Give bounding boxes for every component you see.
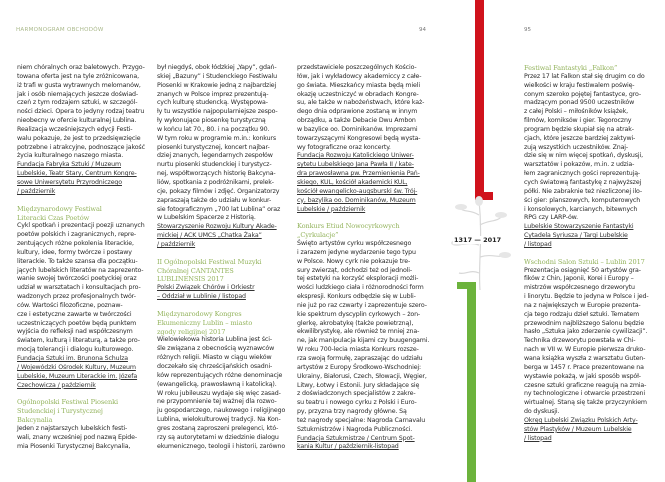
text-line: w Lubelskim Spacerze z Historią. [157, 214, 256, 222]
text-line: rzy są autorytetami w dziedzinie dialogu [157, 433, 279, 441]
text-line: nej, współtworzących historię Bakcyna- [157, 170, 276, 178]
text-line: Bakcynalia [17, 416, 53, 425]
text-line[interactable]: kania Kultur / październik-listopad [297, 443, 399, 451]
text-line: i linorytu. Będzie to jedyna w Polsce i jed- [524, 293, 649, 301]
text-line[interactable]: stów Plastyków / Muzeum Lubelskie [524, 425, 632, 433]
text-line: Lublina, wielokulturowej tradycji. Na Kon- [157, 416, 281, 424]
text-line: ności dzieci. Opera to jedyny rodzaj teatru [17, 108, 145, 116]
text-line: warsztatów i pokazów, m.in. z udzia- [524, 161, 635, 169]
text-line: Realizacja wcześniejszych edycji Festi- [17, 125, 133, 133]
text-line: zgody religijnej 2017 [157, 327, 226, 336]
text-line: liów, spotkania z podróżnikami, prelek- [157, 178, 274, 186]
text-line: Wielowiekowa historia Lublina jest ści- [157, 336, 272, 344]
text-line: ju gospodarczego, naukowego i religijnego [157, 407, 286, 415]
text-line: mia Piosenki Turystycznej Bakcynalia, [17, 442, 131, 450]
text-line: na z największych w Europie prezenta- [524, 301, 641, 309]
text-line: wanie swojej twórczości poetyckiej oraz [17, 275, 137, 283]
text-line: Litwy, Łotwy i Estonii. Jury składające się [297, 381, 420, 389]
event-description [524, 73, 656, 223]
column-2 [157, 64, 289, 451]
text-line: artystów z Europy Środkowo-Wschodniej: [297, 363, 422, 371]
text-line: piosenki turystycznej, koncert najbar- [157, 143, 270, 151]
text-line: przedstawiciele poszczególnych Kościo- [297, 64, 417, 71]
text-line[interactable]: Lubelskie / październik [297, 205, 366, 213]
event-heading [524, 258, 656, 267]
text-line: Ukrainy, Białorusi, Czech, Słowacji, Węgier, [297, 372, 427, 380]
text-line[interactable]: sytetu Lubelskiego Jana Pawła II / kate- [297, 161, 414, 169]
event-heading [17, 398, 149, 425]
event-organizer-credit [524, 223, 656, 250]
text-line: Jeden z najstarszych lubelskich festi- [17, 424, 128, 432]
text-line: niem chóralnych oraz baletowych. Przygo- [17, 64, 145, 71]
text-line: Cykl spotkań i prezentacji poezji uznanych [17, 222, 145, 230]
text-line: Festiwal Fantastyki „Falkon” [524, 64, 618, 72]
event-organizer-credit [524, 417, 656, 444]
text-line[interactable]: sowe Uniwersytetu Przyrodniczego [17, 178, 122, 186]
text-line: program będzie skupiał się na atrak- [524, 125, 634, 133]
text-line: wości ludzkiego ciała i różnorodności form [297, 284, 424, 292]
text-line: gres zostaną zaproszeni prelegenci, któ- [157, 424, 279, 432]
text-line[interactable]: Lubelskie, Teatr Stary, Centrum Kongre- [17, 170, 137, 178]
text-line: życia kulturalnego naszego miasta. [17, 152, 124, 160]
text-line: półki. Nie zabraknie też niezliczonej ilo- [524, 187, 642, 195]
text-line: kie spektrum dyscyplin cyrkowych – żon- [297, 310, 421, 318]
text-line: nurtu piosenki studenckiej i turystycz- [157, 161, 272, 169]
text-line[interactable]: Fundacja Sztukmistrze / Centrum Spot- [297, 434, 415, 442]
event-organizer-credit [297, 435, 429, 453]
text-line: W tym roku w programie m.in.: konkurs [157, 134, 276, 142]
text-line: ekspresji. Konkurs odbędzie się w Lubli- [297, 293, 416, 301]
text-line: też nagrody specjalne: Nagroda Carnavalu [297, 416, 426, 424]
text-line[interactable]: Stowarzyszenie Rozwoju Kultury Akade- [157, 223, 277, 231]
text-line[interactable]: skiego, KUL, kościół akademicki KUL, [297, 178, 408, 186]
text-line: rza swoją formułę, zapraszając do udziału [297, 355, 423, 362]
text-line: towana oferta jest na tyle zróżnicowana, [17, 72, 139, 80]
text-line: różnych religii. Miasto w ciągu wieków [157, 354, 272, 362]
text-line: Literacki Czas Poetów [17, 213, 90, 222]
text-line: su, ale także w nabożeństwach, które każ- [297, 99, 425, 107]
text-line: II Ogólnopolski Festiwal Muzyki [157, 257, 262, 266]
text-line[interactable]: mickiej / ACK UMCS „Chatka Żaka” [157, 232, 262, 240]
event-description [524, 267, 656, 417]
event-description [17, 425, 149, 452]
text-line: wy fotograficzne oraz koncerty. [297, 143, 391, 151]
text-line: do dyskusji. [524, 408, 560, 416]
text-line: hasło „Sztuka jako zderzenie cywilizacji”. [524, 328, 648, 336]
text-line: Prezentacja osiągnięć 50 artystów gra- [524, 266, 641, 274]
text-line[interactable]: Fundacja Sztuki im. Brunona Schulza [17, 355, 128, 362]
text-line: ły tu wszystkie najpopularniejsze zespo- [157, 108, 278, 116]
text-line: doczekało się chrześcijańskich osadni- [157, 363, 273, 370]
text-line: ły wykonujące piosenkę turystyczną [157, 117, 266, 125]
text-line[interactable]: Polski Związek Chórów i Orkiestr [157, 284, 255, 292]
text-line[interactable]: – Oddział w Lublinie / listopad [157, 293, 246, 301]
column-1 [17, 64, 149, 451]
text-line: mocją tolerancji i dialogu kulturowego. [17, 346, 134, 354]
text-line: zentujących różne pokolenia literackie, [17, 240, 134, 248]
text-line: py, przyzna trzy nagrody główne. Są [297, 408, 407, 416]
text-line[interactable]: / październik [17, 187, 56, 195]
text-line: i konsolowych, karcianych, bitewnych [524, 205, 638, 213]
text-line: cja tego rodzaju dzieł sztuki. Tematem [524, 310, 640, 318]
page-number-right: 95 [524, 27, 531, 33]
event-description [297, 240, 429, 435]
text-line: w bazylice oo. Dominikanów. Imprezami [297, 125, 418, 133]
text-line: wadzonych przez profesjonalnych twór- [17, 293, 136, 301]
text-line: Piosenki w Krakowie jedną z najbardziej [157, 81, 277, 89]
text-line[interactable]: / listopad [524, 240, 552, 248]
event-organizer-credit [17, 355, 149, 390]
timeline-label: 1317 — 2017 [454, 236, 502, 244]
text-line: zują wszystkich uczestników. Znaj- [524, 143, 629, 151]
event-heading [157, 310, 289, 337]
text-line[interactable]: dra prawosławna pw. Przemienienia Pań- [297, 170, 420, 178]
text-line: ekumenicznego, teologii i historii, zarówno [157, 442, 286, 450]
page-number-left: 94 [419, 27, 426, 33]
text-line: nie już po raz czwarty i zaprezentuje szero- [297, 301, 427, 309]
text-line[interactable]: Okręg Lubelski Związku Polskich Arty- [524, 416, 638, 424]
text-line[interactable]: Cytadela Syriusza / Targi Lubelskie [524, 232, 628, 240]
text-line: skiej „Bazuny” i Studenckiego Festiwalu [157, 72, 277, 80]
text-line: nieobecny w ofercie kulturalnej Lublina. [17, 117, 137, 125]
text-line: su teatru i nowego cyrku z Polski i Euro- [297, 399, 417, 407]
text-line: wystawie pokażą, w jaki sposób współ- [524, 372, 641, 380]
text-line: potrzebne i atrakcyjne, podnoszące jakość [17, 143, 145, 151]
text-line[interactable]: / Wojewódzki Ośrodek Kultury, Muzeum [17, 363, 136, 371]
event-heading [17, 205, 149, 223]
text-line: tej estetyki na korzyść eksploracji możli- [297, 275, 419, 283]
text-line: LUBLINENSIS 2017 [157, 275, 224, 284]
text-line: W roku jubileuszu wydaje się więc zasad- [157, 389, 281, 397]
text-line: (ewangelicką, prawosławną i katolicką). [157, 380, 277, 388]
text-line: zapraszają także do udziału w konkur- [157, 196, 272, 204]
text-line: czeń z tym rodzajem sztuki, w szczegól- [17, 99, 138, 107]
text-line[interactable]: Lubelskie, Muzeum Literackie im. Józefa [17, 372, 138, 380]
text-line: ny technologiczne i otwarcie przestrzeni [524, 390, 645, 398]
text-line: Technika drzeworytu powstała w Chi- [524, 337, 636, 345]
text-line[interactable]: cy, bazylika oo. Dominikanów, Muzeum [297, 196, 416, 204]
text-line: wana książka wyszła z warsztatu Guten- [524, 355, 646, 362]
text-line: ści gier: planszowych, komputerowych [524, 196, 641, 204]
text-line: RPG czy LARP-ów. [524, 214, 578, 222]
event-heading [157, 258, 289, 285]
event-organizer-credit [297, 152, 429, 214]
text-line: Święto artystów cyrku współczesnego [297, 240, 412, 248]
text-line: Sztukmistrzów i Nagroda Publiczności. [297, 425, 413, 433]
text-line: czesne sztuki graficzne reagują na zmia- [524, 381, 647, 389]
text-line: sury zwierząt, odchodzi też od jednoli- [297, 266, 412, 274]
text-line: wielkości w kraju festiwalem poświę- [524, 81, 635, 89]
event-organizer-credit [157, 223, 289, 250]
column-3 [297, 64, 429, 452]
text-line: Międzynarodowy Kongres [157, 309, 242, 318]
text-line: w Polsce. Nowy cyrk nie pokazuje tre- [297, 257, 411, 265]
text-line: cych światową fantastykę z najwyższej [524, 178, 642, 186]
text-line: towarzyszącymi Kongresowi będą wysta- [297, 134, 421, 142]
text-line: madzącym ponad 9500 uczestników [524, 99, 635, 107]
text-line: Konkurs Etiud Nowocyrkowych [297, 222, 400, 231]
event-description [17, 64, 149, 161]
text-line: łów, jak i wykładowcy akademiccy z całe- [297, 72, 422, 80]
text-line: ne przypomnienie tej ważnej dla rozwo- [157, 398, 277, 406]
event-description [17, 222, 149, 355]
event-description [157, 64, 289, 223]
text-line: uczestniczących poetów będą punktem [17, 319, 137, 327]
event-heading [297, 222, 429, 240]
text-line: ców. Wartości filozoficzne, poznaw- [17, 301, 123, 309]
text-line: cjach, które jeszcze bardziej zaktywi- [524, 134, 636, 142]
text-line: conym szeroko pojętej fantastyce, gro- [524, 90, 641, 98]
text-line: kultury, idee, formy twórcze i postawy [17, 248, 132, 256]
text-line: znanych w Polsce imprez prezentują- [157, 90, 269, 98]
text-line: z doświadczonych specjalistów z zakre- [297, 390, 416, 398]
text-line: ne, jak manipulacja kijami czy buugengami. [297, 337, 430, 345]
event-description [157, 336, 289, 451]
text-line: w końcu lat 70., 80. i na początku 90. [157, 125, 270, 133]
text-line: iż trafi w gusta wytrawnych melomanów, [17, 81, 141, 89]
column-4 [524, 64, 656, 443]
text-line: Przez 17 lat Falkon stał się drugim co do [524, 72, 645, 80]
text-line: sie fotograficznym „700 lat Lublina” oraz [157, 205, 281, 213]
text-line: obrządku, a także Debacie Dwu Ambon [297, 117, 416, 125]
text-line: ków reprezentujących różne denominacje [157, 371, 283, 379]
text-line: łem zagranicznych gości reprezentują- [524, 170, 641, 178]
text-line: śle związana z obecnością wyznawców [157, 345, 275, 353]
text-line: udział w warsztatach i konsultacjach pro- [17, 284, 141, 292]
text-line: wirtualnej. Staną się także przyczynkiem [524, 399, 647, 407]
text-line: cze i estetyczne zawarte w twórczości [17, 310, 132, 318]
text-line: cych kulturę studencką. Występowa- [157, 99, 268, 107]
text-line: poetów polskich i zagranicznych, repre- [17, 231, 137, 239]
text-line: był niegdyś, obok łódzkiej „Yapy”, gdań- [157, 64, 277, 71]
text-line: walu pokazuje, że jest to przedsięwzięcie [17, 134, 141, 142]
text-line: ekwilibrystykę, ale również te mniej zna- [297, 328, 420, 336]
event-organizer-credit [157, 284, 289, 302]
text-line: dzie się w nim więcej spotkań, dyskusji, [524, 152, 643, 160]
text-line: filmów, komiksów i gier. Tegoroczny [524, 117, 632, 125]
text-line[interactable]: / październik [157, 240, 196, 248]
text-line: W roku 700-lecia miasta Konkurs rozsze- [297, 346, 419, 354]
text-line[interactable]: Fundacja Rozwoju Katolickiego Uniwer- [297, 152, 414, 160]
text-line: wyjścia do refleksji nad współczesnym [17, 328, 133, 336]
event-heading [524, 64, 656, 73]
event-description [297, 64, 429, 152]
text-line[interactable]: Fundacja Fabryka Sztuki / Muzeum [17, 161, 122, 169]
text-line: jak i osób niemających jeszcze doświad- [17, 90, 139, 98]
text-line[interactable]: / listopad [524, 434, 552, 442]
text-line: glerkę, akrobatykę (także powietrzną), [297, 319, 414, 327]
text-line: przewodnim najbliższego Salonu będzie [524, 319, 645, 327]
text-line: Studenckiej i Turystycznej [17, 407, 103, 416]
text-line[interactable]: Lubelskie Stowarzyszenie Fantastyki [524, 223, 634, 231]
text-line: „Cyrkulacje” [297, 231, 339, 240]
text-line: i zarazem jedyne wydarzenie tego typu [297, 248, 416, 256]
text-line: dego dnia odprawione zostaną w innym [297, 108, 418, 116]
text-line: Międzynarodowy Festiwal [17, 204, 102, 213]
text-line: fików z Chin, Japonii, Korei i Europy – [524, 275, 634, 283]
red-timeline-bar [475, 0, 484, 200]
text-line: berga w 1457 r. Prace prezentowane na [524, 363, 644, 371]
text-line: mistrzów współczesnego drzeworytu [524, 284, 635, 292]
green-timeline-bar [467, 282, 476, 482]
event-organizer-credit [17, 161, 149, 196]
text-line: Wschodni Salon Sztuki – Lublin 2017 [524, 257, 645, 266]
text-line: go świata. Mieszkańcy miasta będą mieli [297, 81, 420, 89]
text-line: okazję uczestniczyć w obradach Kongre- [297, 90, 419, 98]
text-line: Chóralnej CANTANTES [157, 266, 234, 275]
text-line: literackie. To także szansa dla początku- [17, 257, 138, 265]
text-line: z całej Polski – miłośników książek, [524, 108, 628, 116]
text-line: jących lubelskich literatów na zaprezento- [17, 266, 144, 274]
text-line: cje, pokazy filmów i zdjęć. Organizatorzy [157, 187, 280, 195]
running-title: HARMONOGRAM OBCHODÓW [16, 27, 104, 33]
text-line[interactable]: kościół ewangelicko-augsburski św. Trój- [297, 187, 418, 195]
text-line: Ekumeniczny Lublin – miasto [157, 318, 253, 327]
text-line: nach w VII w. W Europie pierwsza druko- [524, 346, 646, 354]
text-line: dziej znanych, legendarnych zespołów [157, 152, 273, 160]
text-line: wali, znany wcześniej pod nazwą Epide- [17, 433, 138, 441]
text-line: światem, kulturą i literaturą, a także pro- [17, 337, 140, 345]
text-line[interactable]: Czechowicza / październik [17, 381, 96, 389]
text-line: Ogólnopolski Festiwal Piosenki [17, 398, 118, 407]
